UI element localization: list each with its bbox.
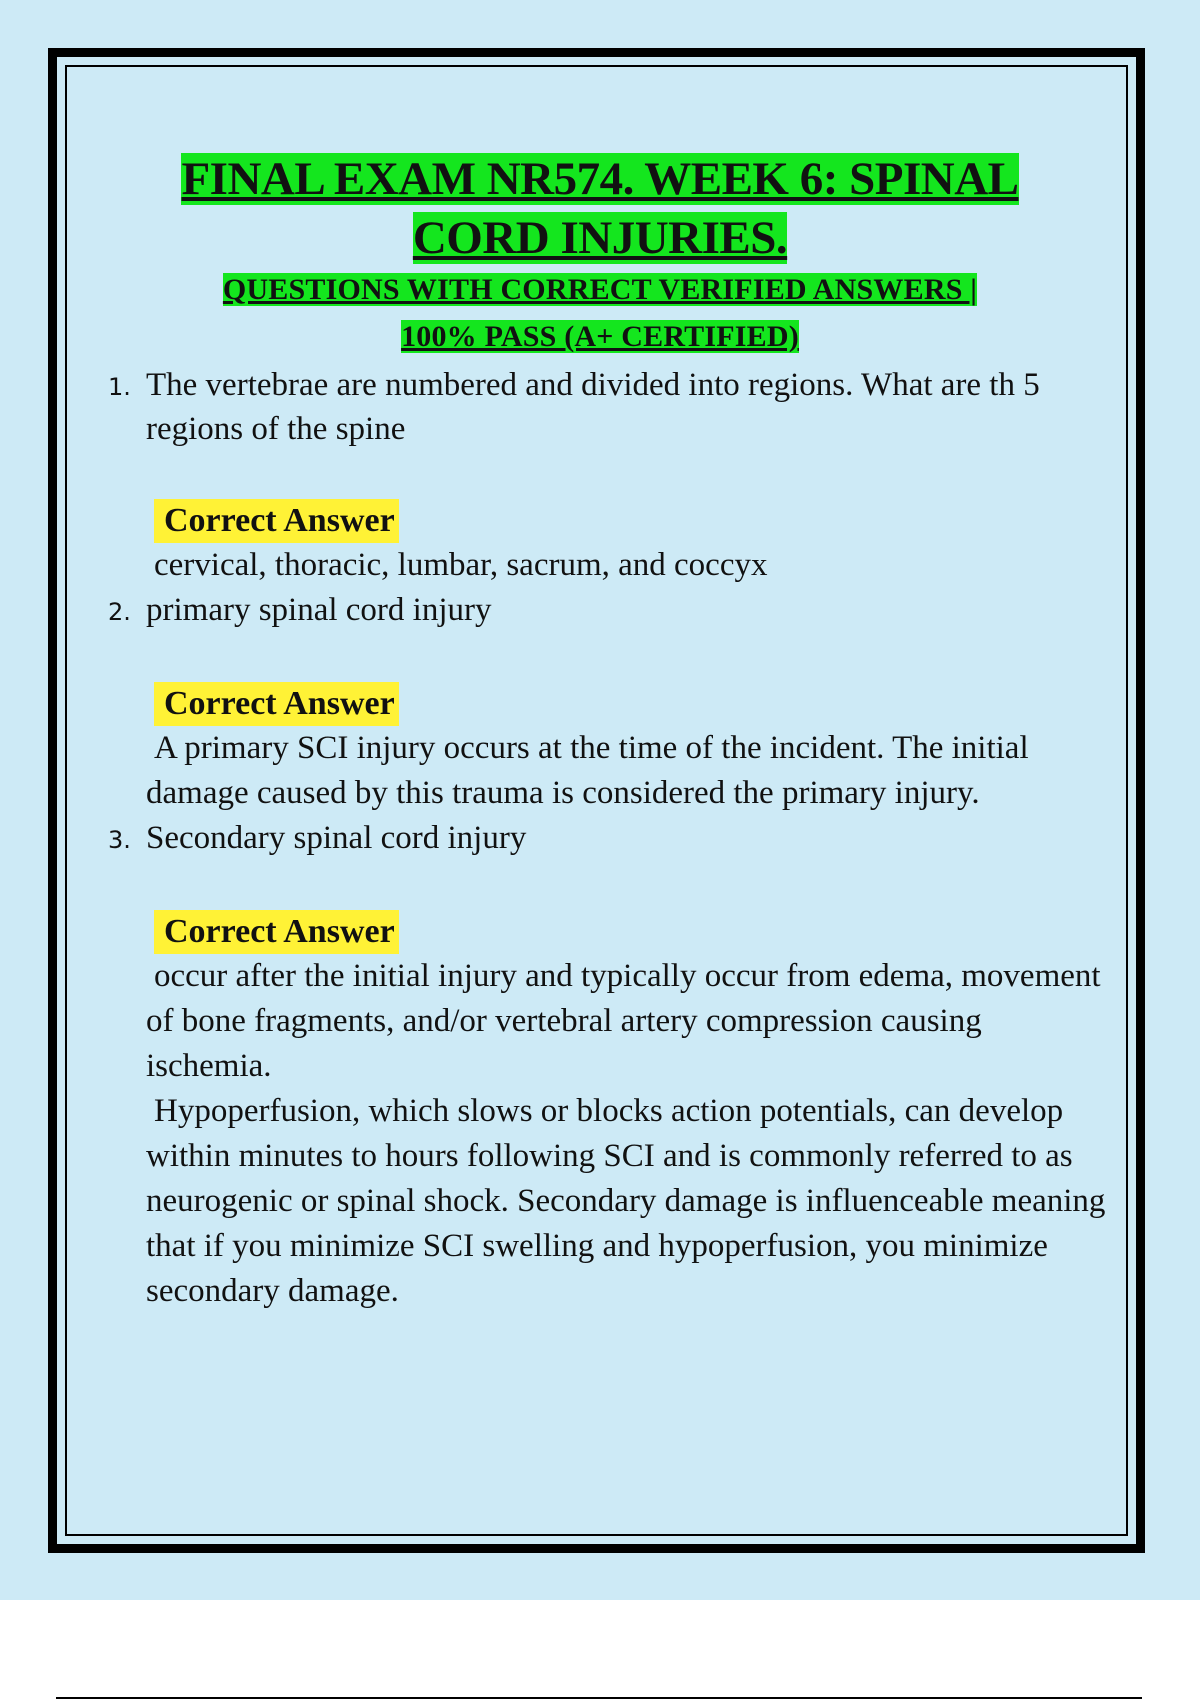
bottom-rule	[56, 1697, 1142, 1699]
title-block	[0, 150, 1200, 360]
answer-paragraph: occur after the initial injury and typically occur from edema, movement of bone fragments, and/or vertebral artery compression causing ischemia.	[146, 958, 1101, 1084]
question-row	[108, 816, 1108, 862]
subtitle-line-2	[0, 313, 1200, 360]
title-line-2	[0, 209, 1200, 268]
title-text-2: CORD INJURIES.	[412, 212, 788, 264]
question-number: 3.	[108, 826, 131, 854]
answer-paragraph: Hypoperfusion, which slows or blocks action potentials, can develop within minutes to hours following SCI and is commonly referred to as neurogenic or spinal shock. Secondary damage is influenceable meaning that if you minimize SCI swelling and hypoperfusion, you minimize secondary damage.	[146, 1093, 1106, 1309]
question-item-3	[108, 816, 1108, 1314]
question-text: Secondary spinal cord injury	[146, 820, 527, 856]
answer-label-wrap	[146, 910, 1108, 954]
answer-paragraph: A primary SCI injury occurs at the time of the incident. The initial damage caused by this trauma is considered the primary injury.	[146, 730, 1029, 811]
question-number: 1.	[108, 373, 131, 401]
subtitle-text-1: QUESTIONS WITH CORRECT VERIFIED ANSWERS |	[222, 273, 978, 306]
title-text-1: FINAL EXAM NR574. WEEK 6: SPINAL	[181, 153, 1019, 205]
question-item-2	[108, 588, 1108, 816]
correct-answer-label: Correct Answer	[154, 499, 399, 543]
answer-label-wrap	[146, 682, 1108, 726]
question-row	[108, 363, 1108, 451]
subtitle-line-1	[0, 266, 1200, 313]
question-text: The vertebrae are numbered and divided into regions. What are th 5 regions of the spine	[146, 367, 1040, 447]
answer-paragraph: cervical, thoracic, lumbar, sacrum, and coccyx	[154, 547, 768, 583]
title-line-1	[0, 150, 1200, 209]
answer-text	[146, 543, 1114, 588]
answer-text	[146, 954, 1106, 1314]
question-text: primary spinal cord injury	[146, 592, 492, 628]
question-list	[108, 363, 1108, 1314]
correct-answer-label: Correct Answer	[154, 910, 399, 954]
subtitle-text-2: 100% PASS (A+ CERTIFIED)	[401, 320, 799, 353]
question-number: 2.	[108, 598, 131, 626]
question-row	[108, 588, 1108, 634]
answer-label-wrap	[146, 499, 1108, 543]
correct-answer-label: Correct Answer	[154, 682, 399, 726]
question-item-1	[108, 363, 1108, 588]
answer-text	[146, 726, 1106, 816]
